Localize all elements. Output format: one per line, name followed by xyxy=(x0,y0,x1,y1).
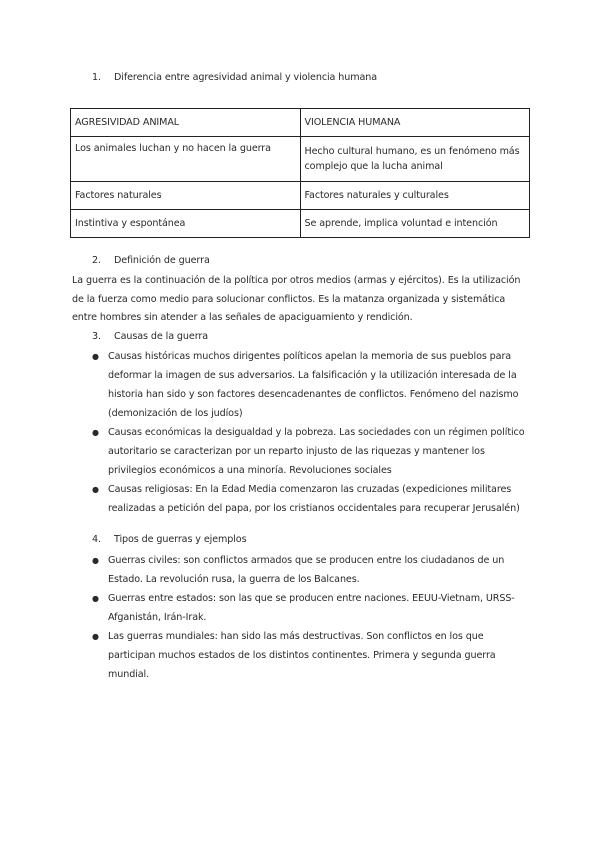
table-cell: Factores naturales y culturales xyxy=(300,182,530,210)
section-4-heading xyxy=(92,534,246,545)
section-3-list xyxy=(92,347,532,518)
list-item: ● Las guerras mundiales: han sido las más destructivas. Son conflictos en los que participan muchos estados de los distintos continentes. Primera y segunda guerra mundial. xyxy=(92,627,532,684)
list-item: ● Guerras entre estados: son las que se producen entre naciones. EEUU-Vietnam, URSS-Afganistán, Irán-Irak. xyxy=(92,589,532,627)
table-cell: Hecho cultural humano, es un fenómeno más complejo que la lucha animal xyxy=(300,137,530,182)
list-item: ● Causas históricas muchos dirigentes políticos apelan la memoria de sus pueblos para deformar la imagen de sus adversarios. La falsificación y la utilización interesada de la historia han sido y son factores desencadenantes de conflictos. Fenómeno del nazismo (demonización de los judíos) xyxy=(92,347,532,423)
section-4-title: Tipos de guerras y ejemplos xyxy=(114,534,247,545)
section-4-number: 4. xyxy=(92,534,101,545)
table-row xyxy=(71,210,530,238)
table-cell: VIOLENCIA HUMANA xyxy=(300,109,530,137)
list-item: ● Causas económicas la desigualdad y la pobreza. Las sociedades con un régimen político autoritario se caracterizan por un reparto injusto de las riquezas y mantener los privilegios económicos a una minoría. Revoluciones sociales xyxy=(92,423,532,480)
section-3-heading xyxy=(92,331,208,342)
section-2-heading xyxy=(92,255,210,266)
section-2-paragraph: La guerra es la continuación de la política por otros medios (armas y ejércitos). Es la utilización de la fuerza como medio para solucionar conflictos. Es la matanza organizada y sistemática entre hombres sin atender a las señales de apaciguamiento y rendición. xyxy=(72,275,521,323)
table-row xyxy=(71,137,530,182)
table-row xyxy=(71,109,530,137)
section-2-title: Definición de guerra xyxy=(114,255,210,266)
section-3-number: 3. xyxy=(92,331,101,342)
section-2-number: 2. xyxy=(92,255,101,266)
table-row xyxy=(71,182,530,210)
section-1-number: 1. xyxy=(92,72,101,83)
table-cell: Factores naturales xyxy=(71,182,301,210)
section-4-list xyxy=(92,551,532,684)
table-cell: Los animales luchan y no hacen la guerra xyxy=(71,137,301,182)
section-1-title: Diferencia entre agresividad animal y violencia humana xyxy=(114,72,378,83)
list-item: ● Causas religiosas: En la Edad Media comenzaron las cruzadas (expediciones militares realizadas a petición del papa, por los cristianos occidentales para recuperar Jerusalén) xyxy=(92,480,532,518)
table-cell: Instintiva y espontánea xyxy=(71,210,301,238)
comparison-table xyxy=(70,108,530,238)
section-3-title: Causas de la guerra xyxy=(114,331,208,342)
table-cell: AGRESIVIDAD ANIMAL xyxy=(71,109,301,137)
list-item: ● Guerras civiles: son conflictos armados que se producen entre los ciudadanos de un Estado. La revolución rusa, la guerra de los Balcanes. xyxy=(92,551,532,589)
table-cell: Se aprende, implica voluntad e intención xyxy=(300,210,530,238)
section-1-heading xyxy=(92,72,377,83)
